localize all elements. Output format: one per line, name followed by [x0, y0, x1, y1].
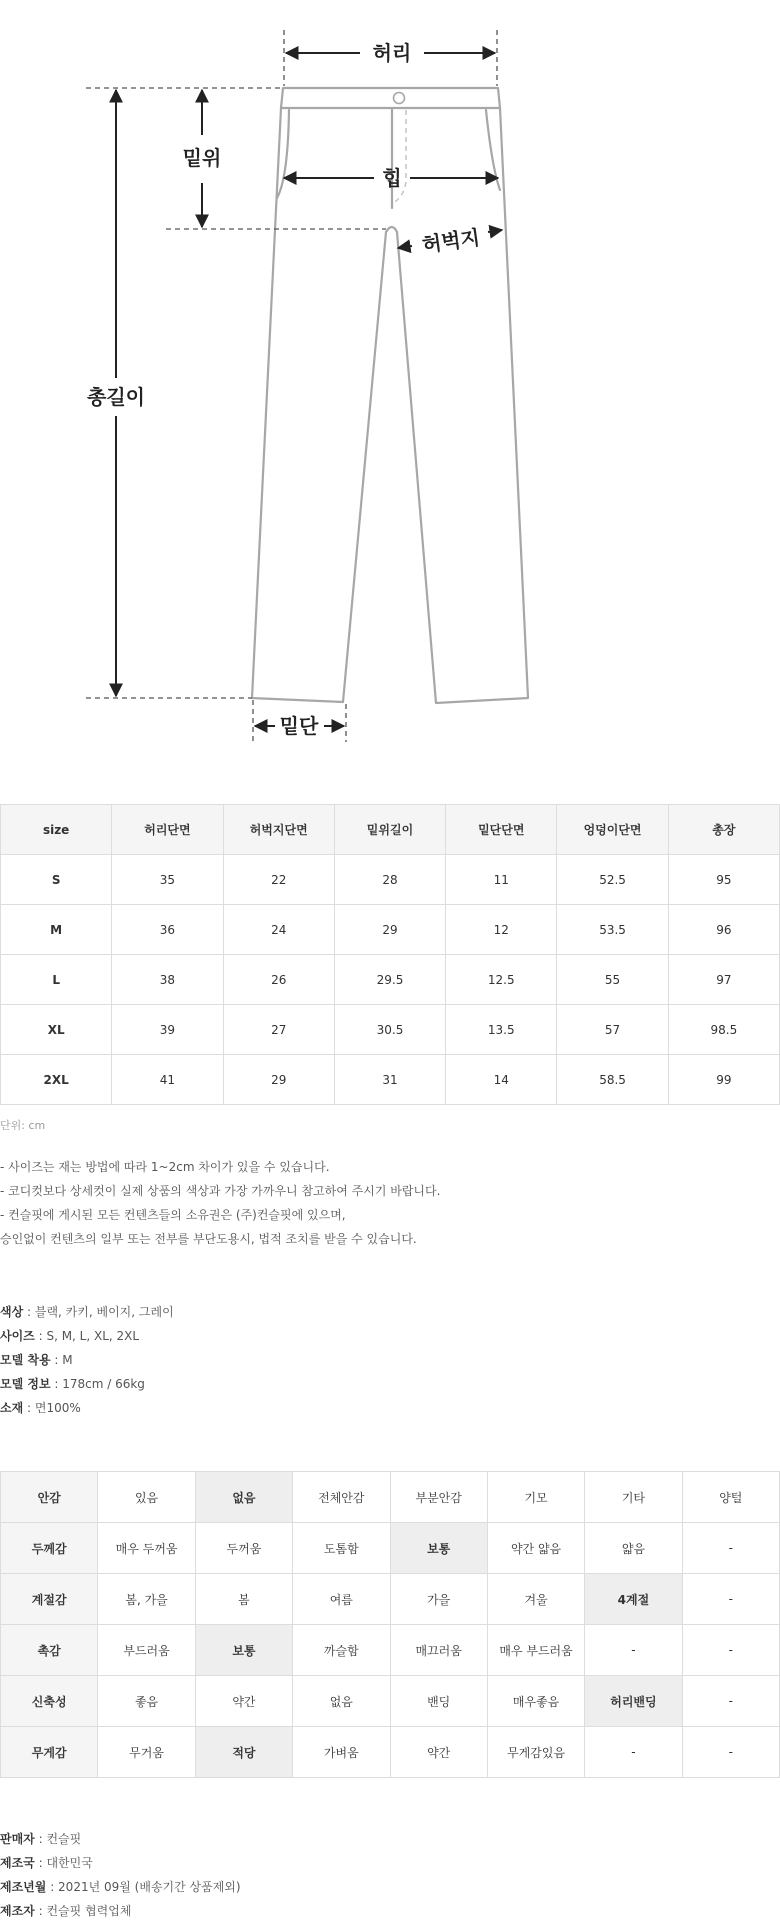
- hem-measure: [255, 714, 344, 738]
- pants-size-diagram: [0, 0, 780, 760]
- size-cell: 58.5: [557, 1055, 668, 1105]
- seller-maker: [0, 1899, 241, 1923]
- spec-material: [0, 1396, 174, 1420]
- feel-row-touch: [1, 1625, 780, 1676]
- feel-cell-selected: 보통: [195, 1625, 292, 1676]
- total-length-label: 총길이: [87, 385, 145, 409]
- spec-model-info: [0, 1372, 174, 1396]
- seller-name: [0, 1827, 241, 1851]
- size-cell: 57: [557, 1005, 668, 1055]
- notice-line: 승인없이 컨텐츠의 일부 또는 전부를 부단도용시, 법적 조치를 받을 수 있습니다.: [0, 1232, 417, 1246]
- size-cell: 26: [223, 955, 334, 1005]
- feel-cell: 봄, 가을: [98, 1574, 195, 1625]
- size-cell: 24: [223, 905, 334, 955]
- size-table: [0, 804, 780, 1105]
- seller-label: 제조년월: [0, 1880, 47, 1894]
- seller-date: [0, 1875, 241, 1899]
- rise-measure: [183, 90, 222, 227]
- seller-info: [0, 1827, 241, 1923]
- feel-cell: 도톰함: [293, 1523, 390, 1574]
- seller-label: 제조국: [0, 1856, 35, 1870]
- feel-cell: 기타: [585, 1472, 682, 1523]
- feel-cell-selected: 허리밴딩: [585, 1676, 682, 1727]
- size-cell: 41: [112, 1055, 223, 1105]
- spec-value: : 178cm / 66kg: [50, 1377, 145, 1391]
- feel-cell: -: [682, 1574, 779, 1625]
- feel-cell: 매우 부드러움: [487, 1625, 584, 1676]
- feel-cell: 좋음: [98, 1676, 195, 1727]
- size-cell: 14: [446, 1055, 557, 1105]
- feel-row-season: [1, 1574, 780, 1625]
- size-table-header: [1, 805, 780, 855]
- feel-row-label: 계절감: [1, 1574, 98, 1625]
- size-cell: 29: [334, 905, 445, 955]
- feel-row-thickness: [1, 1523, 780, 1574]
- spec-label: 모델 착용: [0, 1353, 51, 1367]
- seller-value: : 컨슬핏 협력업체: [34, 1904, 132, 1918]
- notice-line: - 컨슬핏에 게시된 모든 컨텐츠들의 소유권은 (주)컨슬핏에 있으며,: [0, 1208, 346, 1222]
- feel-cell: 약간: [195, 1676, 292, 1727]
- waist-measure: [286, 41, 495, 65]
- feel-row-label: 신축성: [1, 1676, 98, 1727]
- size-cell: 53.5: [557, 905, 668, 955]
- feel-row-label: 촉감: [1, 1625, 98, 1676]
- feel-cell: 없음: [293, 1676, 390, 1727]
- size-cell: 29.5: [334, 955, 445, 1005]
- feel-cell: 가을: [390, 1574, 487, 1625]
- size-cell: 29: [223, 1055, 334, 1105]
- feel-row-stretch: [1, 1676, 780, 1727]
- size-row: [1, 905, 780, 955]
- size-header-cell: 허리단면: [112, 805, 223, 855]
- size-cell: 12: [446, 905, 557, 955]
- feel-cell: -: [682, 1625, 779, 1676]
- feel-cell: 밴딩: [390, 1676, 487, 1727]
- size-cell: 31: [334, 1055, 445, 1105]
- feel-cell: 약간: [390, 1727, 487, 1778]
- size-header-cell: 총장: [668, 805, 779, 855]
- hip-label: 힙: [382, 166, 402, 190]
- feel-cell-selected: 적당: [195, 1727, 292, 1778]
- feel-cell: -: [682, 1523, 779, 1574]
- notice-line: - 사이즈는 재는 방법에 따라 1~2cm 차이가 있을 수 있습니다.: [0, 1160, 330, 1174]
- button-icon: [394, 93, 405, 104]
- size-row: [1, 955, 780, 1005]
- feel-cell: 매끄러움: [390, 1625, 487, 1676]
- size-row: [1, 1055, 780, 1105]
- feel-cell: 겨울: [487, 1574, 584, 1625]
- size-header-cell: 밑위길이: [334, 805, 445, 855]
- feel-cell: 가벼움: [293, 1727, 390, 1778]
- feel-cell: 무거움: [98, 1727, 195, 1778]
- product-specs: [0, 1300, 174, 1420]
- feel-cell: 부드러움: [98, 1625, 195, 1676]
- feel-cell: -: [682, 1676, 779, 1727]
- size-cell: 30.5: [334, 1005, 445, 1055]
- size-cell: 28: [334, 855, 445, 905]
- seller-label: 제조자: [0, 1904, 35, 1918]
- feel-cell: 양털: [682, 1472, 779, 1523]
- size-header-cell: 엉덩이단면: [557, 805, 668, 855]
- size-cell: 36: [112, 905, 223, 955]
- feel-cell: 전체안감: [293, 1472, 390, 1523]
- size-cell: 35: [112, 855, 223, 905]
- hip-measure: [284, 166, 498, 190]
- size-unit-note: 단위: cm: [0, 1119, 46, 1132]
- spec-label: 사이즈: [0, 1329, 35, 1343]
- rise-label: 밑위: [182, 146, 222, 170]
- feel-cell: -: [585, 1727, 682, 1778]
- feel-row-lining: [1, 1472, 780, 1523]
- feel-cell: 약간 얇음: [487, 1523, 584, 1574]
- size-cell: 98.5: [668, 1005, 779, 1055]
- spec-model-wear: [0, 1348, 174, 1372]
- feel-cell: 기모: [487, 1472, 584, 1523]
- feel-cell: 부분안감: [390, 1472, 487, 1523]
- spec-value: : M: [50, 1353, 73, 1367]
- feel-cell: 까슬함: [293, 1625, 390, 1676]
- feel-cell: 있음: [98, 1472, 195, 1523]
- thigh-label: 허벅지: [420, 225, 482, 257]
- feel-cell: 무게감있음: [487, 1727, 584, 1778]
- size-header-cell: 허벅지단면: [223, 805, 334, 855]
- size-label: 2XL: [1, 1055, 112, 1105]
- guide-lines: [86, 30, 497, 742]
- size-cell: 97: [668, 955, 779, 1005]
- feel-cell-selected: 보통: [390, 1523, 487, 1574]
- size-row: [1, 1005, 780, 1055]
- spec-label: 색상: [0, 1305, 24, 1319]
- feel-cell: 매우 두꺼움: [98, 1523, 195, 1574]
- feel-cell: 여름: [293, 1574, 390, 1625]
- feel-cell: -: [585, 1625, 682, 1676]
- feel-cell: 두꺼움: [195, 1523, 292, 1574]
- pants-illustration: [0, 0, 780, 760]
- total-length-measure: [87, 90, 145, 696]
- feel-cell: 얇음: [585, 1523, 682, 1574]
- seller-value: : 2021년 09월 (배송기간 상품제외): [46, 1880, 241, 1894]
- spec-label: 모델 정보: [0, 1377, 51, 1391]
- spec-value: : 면100%: [23, 1401, 81, 1415]
- size-label: XL: [1, 1005, 112, 1055]
- spec-value: : 블랙, 카키, 베이지, 그레이: [23, 1305, 174, 1319]
- size-cell: 95: [668, 855, 779, 905]
- seller-value: : 컨슬핏: [34, 1832, 82, 1846]
- feel-cell: -: [682, 1727, 779, 1778]
- size-header-cell: size: [1, 805, 112, 855]
- size-cell: 55: [557, 955, 668, 1005]
- waist-label: 허리: [372, 41, 412, 65]
- size-cell: 52.5: [557, 855, 668, 905]
- notice-line: - 코디컷보다 상세컷이 실제 상품의 색상과 가장 가까우니 참고하여 주시기 바랍니다.: [0, 1184, 441, 1198]
- size-cell: 12.5: [446, 955, 557, 1005]
- feel-cell: 봄: [195, 1574, 292, 1625]
- size-cell: 27: [223, 1005, 334, 1055]
- spec-value: : S, M, L, XL, 2XL: [34, 1329, 140, 1343]
- feel-row-label: 두께감: [1, 1523, 98, 1574]
- size-header-cell: 밑단단면: [446, 805, 557, 855]
- seller-value: : 대한민국: [34, 1856, 93, 1870]
- feel-row-label: 무게감: [1, 1727, 98, 1778]
- size-row: [1, 855, 780, 905]
- size-cell: 22: [223, 855, 334, 905]
- size-label: L: [1, 955, 112, 1005]
- hem-label: 밑단: [279, 714, 319, 738]
- spec-color: [0, 1300, 174, 1324]
- spec-size: [0, 1324, 174, 1348]
- seller-label: 판매자: [0, 1832, 35, 1846]
- feel-row-label: 안감: [1, 1472, 98, 1523]
- size-label: S: [1, 855, 112, 905]
- feel-row-weight: [1, 1727, 780, 1778]
- size-cell: 13.5: [446, 1005, 557, 1055]
- size-label: M: [1, 905, 112, 955]
- thigh-measure: [398, 225, 502, 257]
- size-cell: 39: [112, 1005, 223, 1055]
- seller-country: [0, 1851, 241, 1875]
- size-cell: 11: [446, 855, 557, 905]
- feel-cell: 매우좋음: [487, 1676, 584, 1727]
- size-cell: 99: [668, 1055, 779, 1105]
- notice-list: [0, 1155, 440, 1251]
- feel-cell-selected: 없음: [195, 1472, 292, 1523]
- spec-label: 소재: [0, 1401, 24, 1415]
- size-cell: 96: [668, 905, 779, 955]
- size-cell: 38: [112, 955, 223, 1005]
- fabric-feel-table: [0, 1471, 780, 1778]
- feel-cell-selected: 4계절: [585, 1574, 682, 1625]
